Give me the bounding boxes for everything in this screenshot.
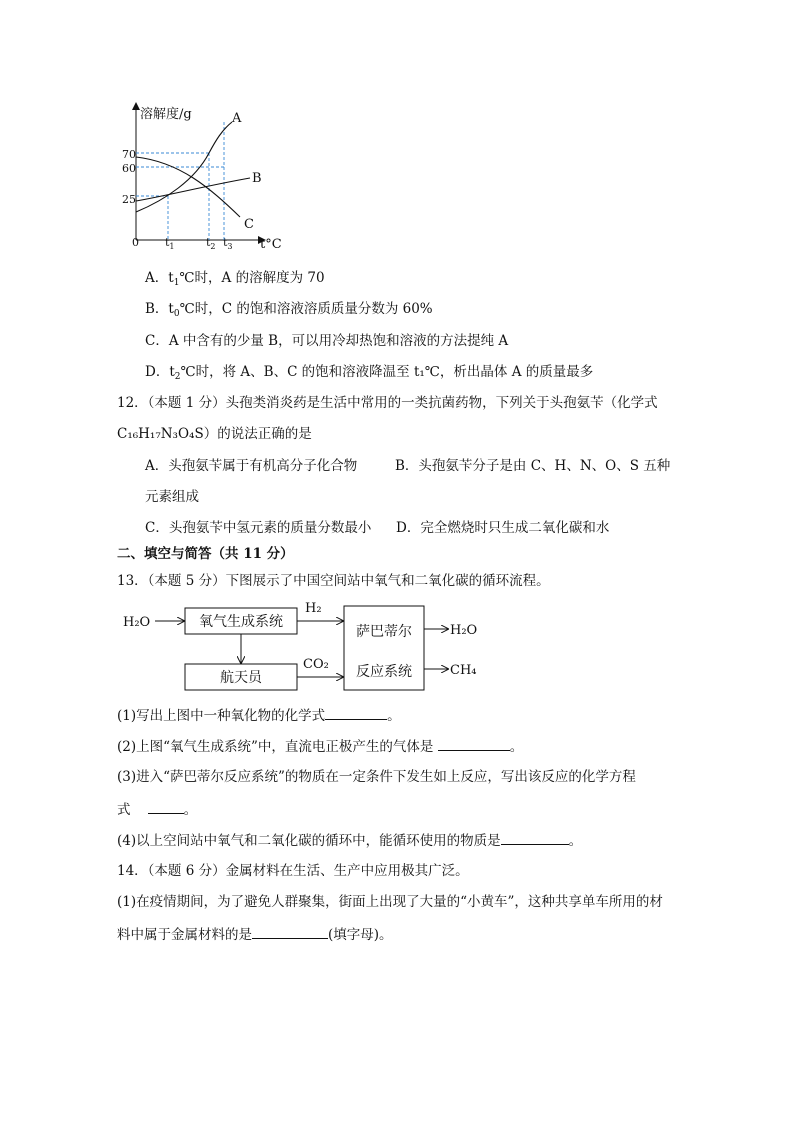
q13-stem: 13．（本题 5 分）下图展示了中国空间站中氧气和二氧化碳的循环流程。	[117, 573, 550, 589]
oxygen-system-label: 氧气生成系统	[199, 614, 283, 630]
q14-sub1-line2: 料中属于金属材料的是 (填字母)。	[117, 927, 393, 943]
origin-label: 0	[132, 236, 139, 249]
q12-option-d: D．完全燃烧时只生成二氧化碳和水	[396, 520, 610, 536]
q12-option-b-cont: 元素组成	[145, 489, 199, 505]
sabatier-label-2: 反应系统	[356, 664, 412, 680]
answer-blank-1[interactable]	[325, 706, 387, 720]
y-tick-60: 60	[122, 162, 136, 175]
curve-label-c: C	[244, 217, 254, 232]
input-water-label: H₂O	[123, 615, 151, 630]
q13-sub3-line2: 式 。	[117, 802, 198, 818]
x-tick-t2: $t_2$	[206, 236, 216, 250]
curve-b	[136, 178, 250, 201]
y-tick-25: 25	[122, 193, 136, 206]
q12-stem-line2: C₁₆H₁₇N₃O₄S）的说法正确的是	[117, 426, 312, 442]
answer-blank-2[interactable]	[438, 737, 510, 751]
q11-option-d: D．$t_2℃$时，将 A、B、C 的饱和溶液降温至 t₁℃，析出晶体 A 的质量最多	[145, 364, 594, 382]
q11-option-a: A．$t_1℃$时，A 的溶解度为 70	[145, 270, 325, 288]
q13-sub1: (1)写出上图中一种氧化物的化学式 。	[117, 708, 401, 724]
x-tick-t1: $t_1$	[165, 236, 175, 250]
astronaut-label: 航天员	[220, 670, 262, 686]
x-tick-t3: $t_3$	[223, 236, 233, 250]
output-methane-label: CH₄	[450, 663, 477, 678]
answer-blank-5[interactable]	[252, 925, 328, 939]
h2-label: H₂	[305, 601, 322, 616]
q14-sub1: (1)在疫情期间，为了避免人群聚集，街面上出现了大量的“小黄车”，这种共享单车所用的材	[117, 894, 663, 910]
q12-option-b: B．头孢氨苄分子是由 C、H、N、O、S 五种	[395, 458, 671, 474]
curve-label-b: B	[252, 171, 262, 186]
y-tick-70: 70	[122, 148, 136, 161]
q13-sub4: (4)以上空间站中氧气和二氧化碳的循环中，能循环使用的物质是 。	[117, 833, 583, 849]
flow-diagram	[115, 598, 495, 698]
x-axis-label: t°C	[260, 237, 282, 250]
y-axis-label: 溶解度/g	[140, 107, 192, 122]
y-axis-arrow	[132, 102, 140, 110]
q12-option-a: A．头孢氨苄属于有机高分子化合物	[145, 458, 358, 474]
answer-blank-3[interactable]	[148, 800, 184, 814]
output-water-label: H₂O	[450, 623, 478, 638]
solubility-chart	[110, 100, 410, 250]
q13-sub2: (2)上图“氧气生成系统”中，直流电正极产生的气体是 。	[117, 739, 524, 755]
q13-sub3: (3)进入“萨巴蒂尔反应系统”的物质在一定条件下发生如上反应，写出该反应的化学方程	[117, 769, 636, 785]
curve-label-a: A	[232, 111, 242, 126]
q11-option-c: C．A 中含有的少量 B，可以用冷却热饱和溶液的方法提纯 A	[145, 333, 509, 349]
q12-option-c: C．头孢氨苄中氢元素的质量分数最小	[145, 520, 372, 536]
sabatier-label-1: 萨巴蒂尔	[356, 624, 412, 640]
q14-stem: 14．（本题 6 分）金属材料在生活、生产中应用极其广泛。	[117, 863, 469, 879]
answer-blank-4[interactable]	[501, 831, 569, 845]
q12-stem-line1: 12．（本题 1 分）头孢类消炎药是生活中常用的一类抗菌药物，下列关于头孢氨苄（化学式	[117, 395, 658, 411]
q11-option-b: B．$t_0℃$时，C 的饱和溶液溶质质量分数为 60%	[145, 301, 433, 319]
section-title: 二、填空与简答（共 11 分）	[117, 546, 294, 562]
co2-label: CO₂	[303, 657, 329, 672]
